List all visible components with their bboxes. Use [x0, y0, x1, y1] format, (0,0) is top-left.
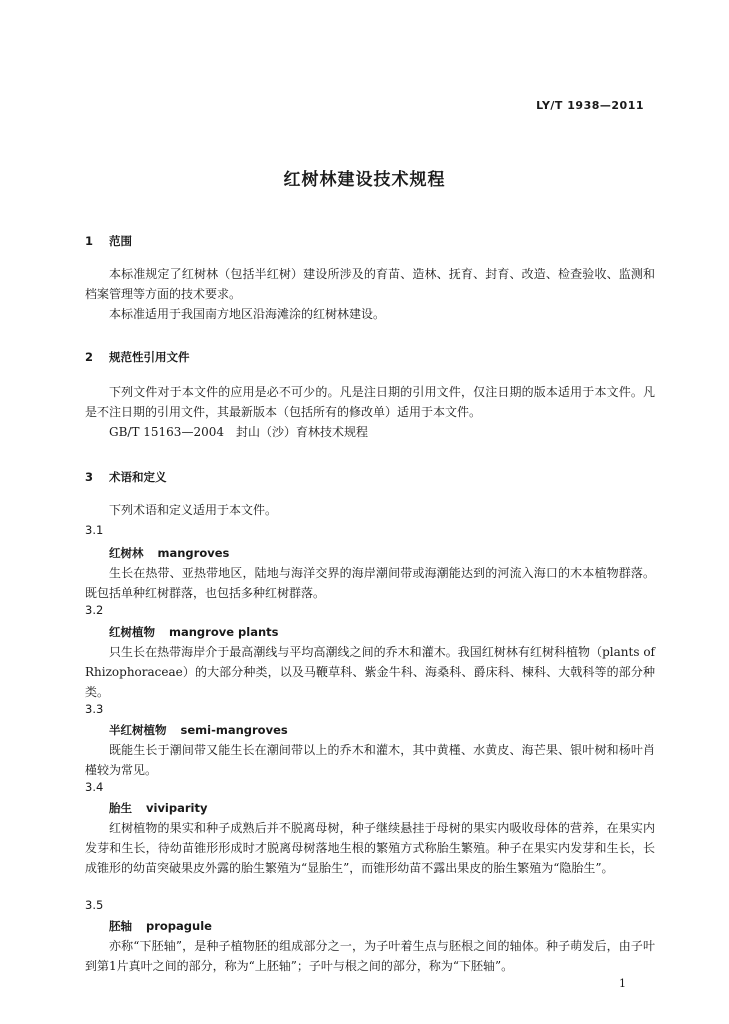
section-heading-terms [85, 469, 167, 485]
terms-intro: 下列术语和定义适用于本文件。 [109, 503, 278, 517]
page-number: 1 [619, 977, 626, 990]
term-number: 3.1 [85, 523, 104, 537]
document-title: 红树林建设技术规程 [283, 170, 446, 190]
term-definition: 红树植物的果实和种子成熟后并不脱离母树，种子继续悬挂于母树的果实内吸收母体的营养，在果实内发芽和生长，待幼苗锥形形成时才脱离母树落地生根的繁殖方式称胎生繁殖。种子在果实内发芽和生长，长成锥形的幼苗突破果皮外露的胎生繁殖为“显胎生”，而锥形幼苗不露出果皮的胎生繁殖为“隐胎生”。 [85, 821, 655, 875]
section-heading-scope [85, 233, 132, 249]
section-title: 术语和定义 [109, 470, 167, 484]
term-en: semi-mangroves [180, 723, 288, 737]
term-definition: 只生长在热带海岸介于最高潮线与平均高潮线之间的乔木和灌木。我国红树林有红树科植物（plants of Rhizophoraceae）的大部分种类，以及马鞭草科、紫金牛科、海桑科、爵床科、楝科、大戟科等的部分种类。 [85, 645, 655, 699]
term-en: propagule [146, 919, 212, 933]
term-en: mangroves [157, 546, 230, 560]
section-number: 2 [85, 350, 94, 364]
term-cn: 胚轴 [109, 919, 132, 933]
term-definition: 生长在热带、亚热带地区，陆地与海洋交界的海岸潮间带或海潮能达到的河流入海口的木本植物群落。既包括单种红树群落，也包括多种红树群落。 [85, 566, 655, 600]
scope-paragraph-2: 本标准适用于我国南方地区沿海滩涂的红树林建设。 [109, 307, 386, 321]
term-number: 3.4 [85, 780, 104, 794]
scope-paragraph-1: 本标准规定了红树林（包括半红树）建设所涉及的育苗、造林、抚育、封育、改造、检查验收、监测和档案管理等方面的技术要求。 [85, 267, 655, 301]
term-number: 3.5 [85, 898, 104, 912]
section-title: 范围 [109, 234, 132, 248]
term-cn: 半红树植物 [109, 723, 167, 737]
term-cn: 红树植物 [109, 625, 155, 639]
section-heading-normative-references [85, 349, 190, 365]
term-heading-viviparity [109, 800, 207, 816]
term-cn: 胎生 [109, 801, 132, 815]
section-number: 1 [85, 234, 94, 248]
term-en: mangrove plants [169, 625, 279, 639]
term-definition: 亦称“下胚轴”，是种子植物胚的组成部分之一，为子叶着生点与胚根之间的轴体。种子萌发后，由子叶到第1片真叶之间的部分，称为“上胚轴”；子叶与根之间的部分，称为“下胚轴”。 [85, 939, 655, 973]
term-number: 3.3 [85, 702, 104, 716]
term-number: 3.2 [85, 603, 104, 617]
term-heading-mangrove-plants [109, 624, 279, 640]
section-title: 规范性引用文件 [109, 350, 190, 364]
term-cn: 红树林 [109, 546, 144, 560]
reference-item: GB/T 15163—2004 封山（沙）育林技术规程 [109, 425, 368, 439]
term-definition: 既能生长于潮间带又能生长在潮间带以上的乔木和灌木，其中黄槿、水黄皮、海芒果、银叶树和杨叶肖槿较为常见。 [85, 743, 655, 777]
references-paragraph: 下列文件对于本文件的应用是必不可少的。凡是注日期的引用文件，仅注日期的版本适用于本文件。凡是不注日期的引用文件，其最新版本（包括所有的修改单）适用于本文件。 [85, 385, 655, 419]
standard-code: LY/T 1938—2011 [536, 99, 644, 112]
term-en: viviparity [146, 801, 208, 815]
section-number: 3 [85, 470, 94, 484]
term-heading-semi-mangroves [109, 722, 288, 738]
term-heading-mangroves [109, 545, 229, 561]
term-heading-propagule [109, 918, 212, 934]
